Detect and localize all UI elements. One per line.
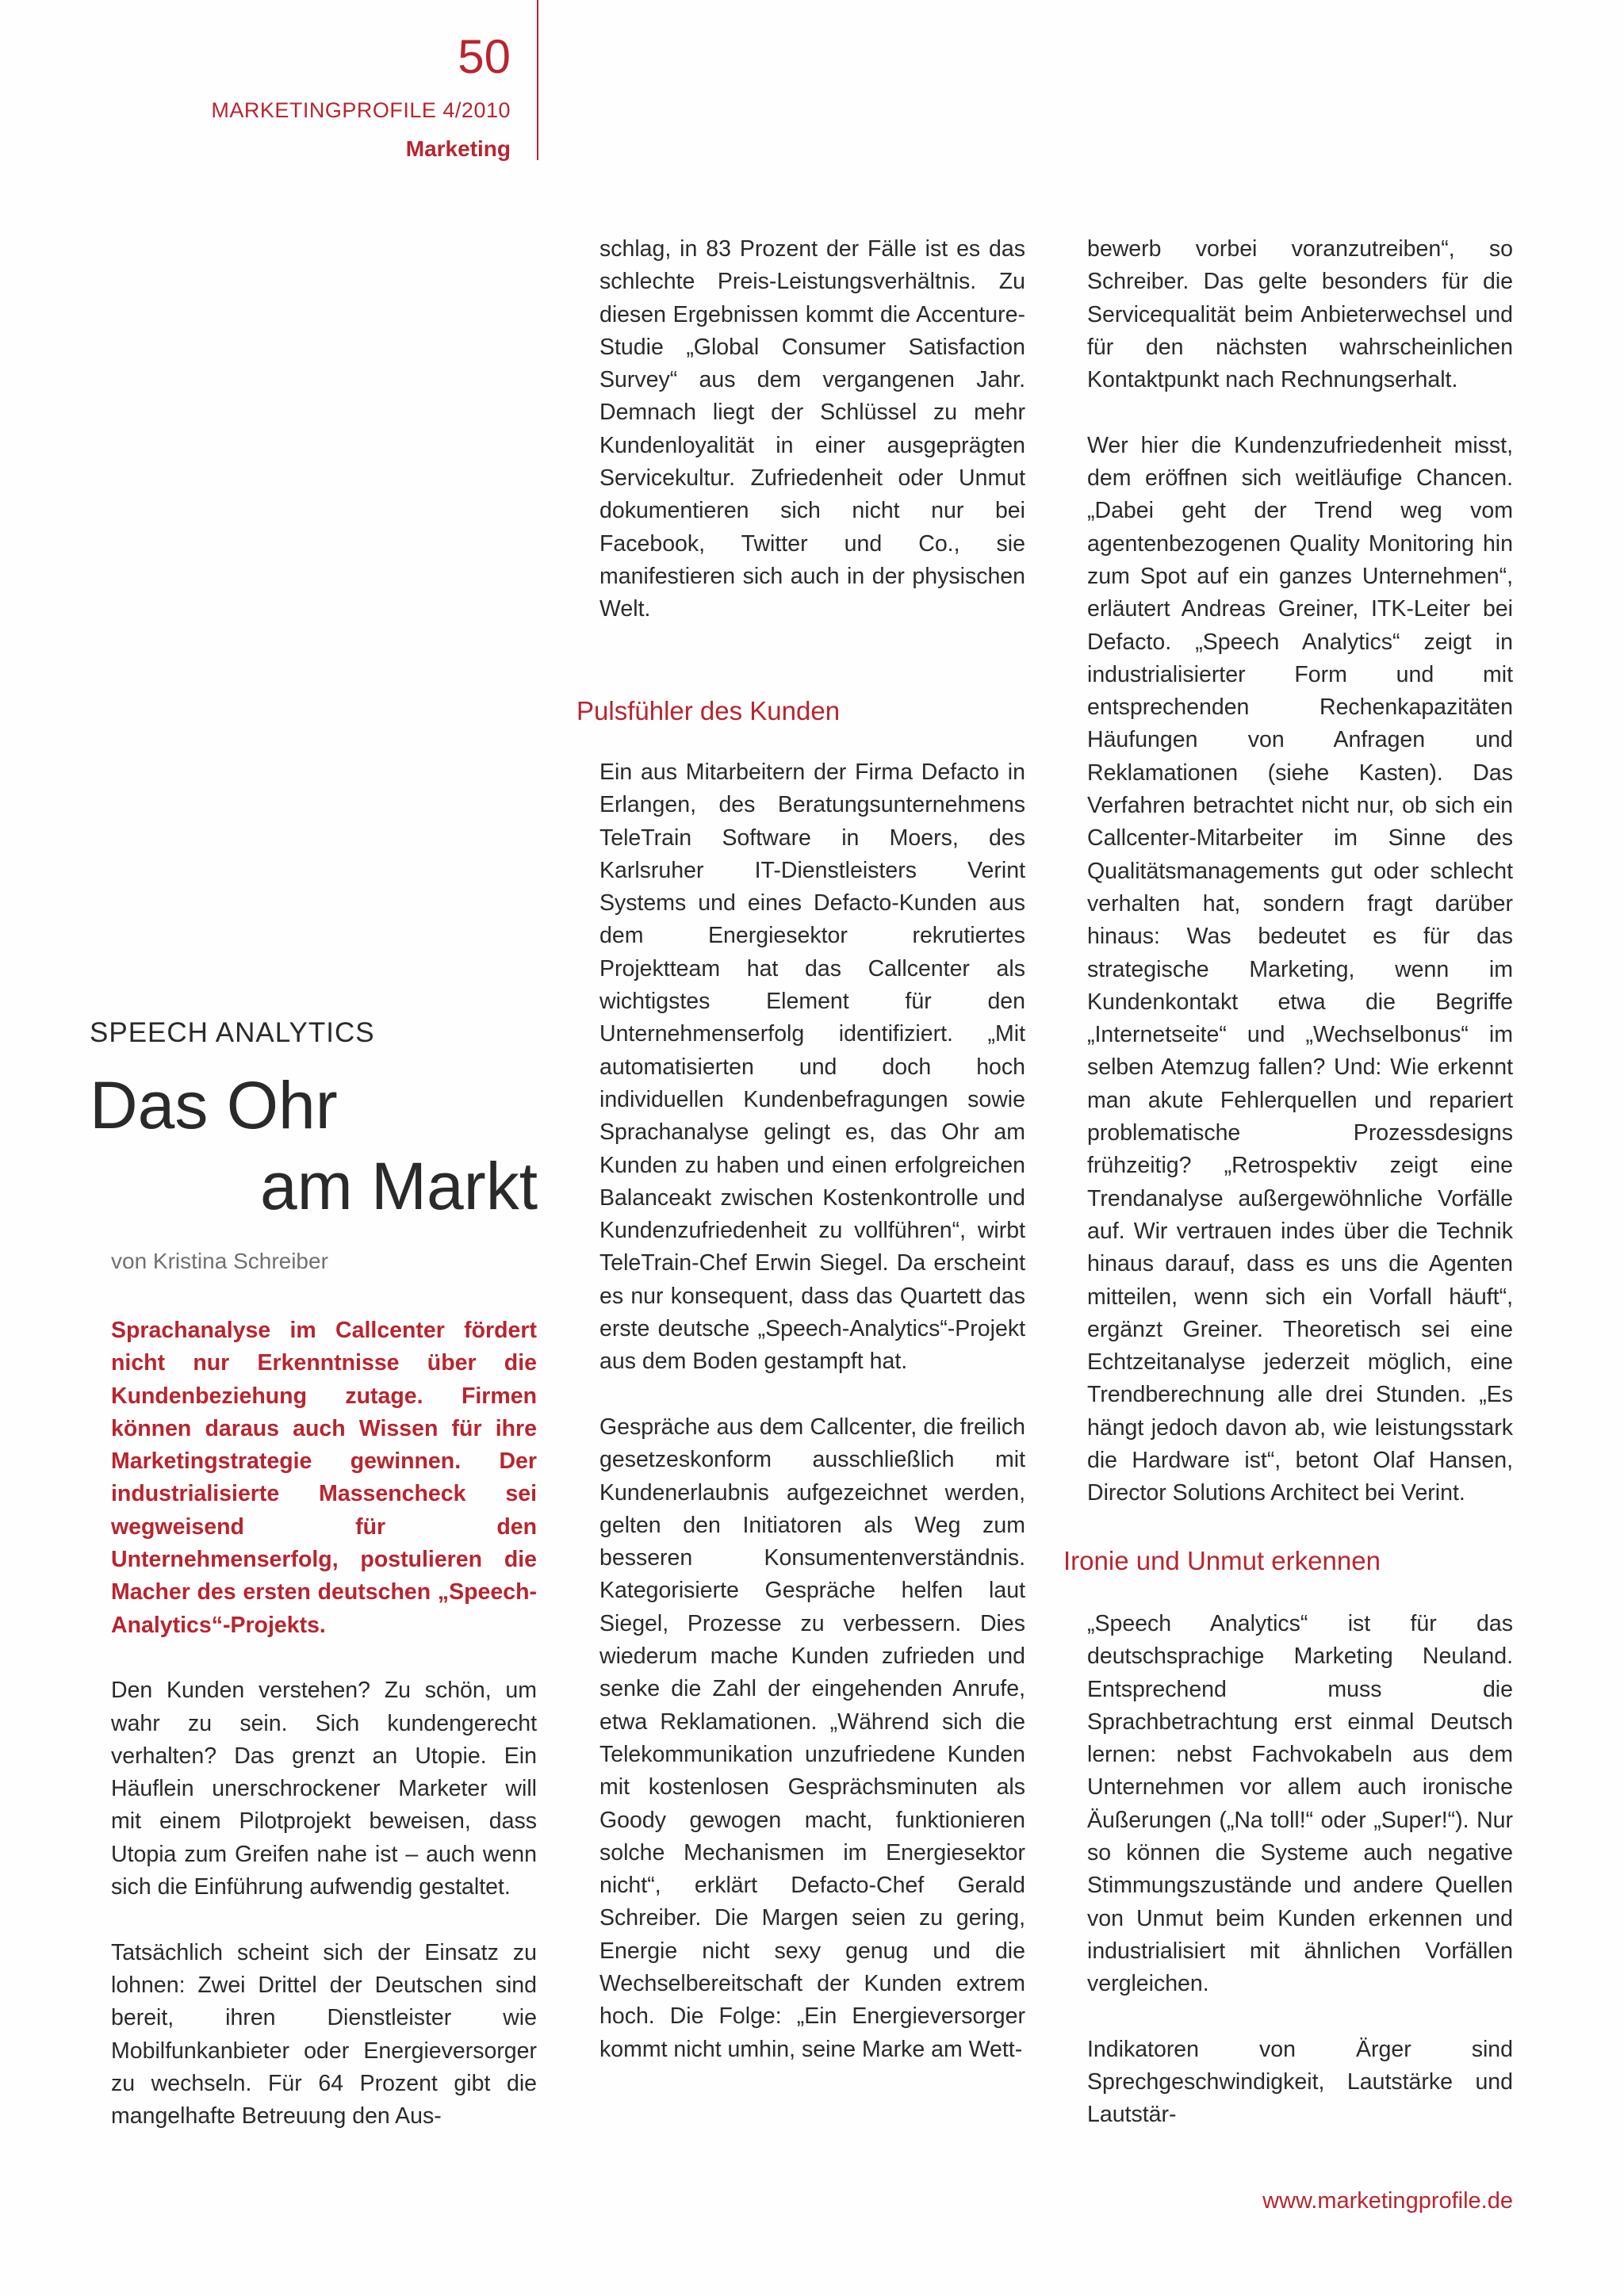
paragraph: Den Kunden verstehen? Zu schön, um wahr zu sein. Sich kundengerecht verhalten? Das grenzt an Utopie. Ein Häuflein unerschrockener Marketer will mit einem Pilotprojekt beweisen, dass Utopia zum Greifen nahe ist – auch wenn sich die Einführung aufwendig gestaltet. bbox=[111, 1678, 537, 1900]
paragraph: Gespräche aus dem Callcenter, die freilich gesetzeskonform ausschließlich mit Kundenerlaubnis aufgezeichnet werden, gelten den Initiatoren als Weg zum besseren Konsumentenverständnis. Kategorisierte Gespräche helfen laut Siegel, Prozesse zu verbessern. Dies wiederum mache Kunden zufrieden und senke die Zahl der eingehenden Anrufe, etwa Reklamationen. „Während sich die Telekommunikation unzufriedene Kunden mit kostenlosen Gesprächsminuten als Goody gewogen macht, funktionieren solche Mechanismen im Energiesektor nicht“, erklärt Defacto-Chef Gerald Schreiber. Die Margen seien zu gering, Energie nicht sexy genug und die Wechselbereitschaft der Kunden extrem hoch. Die Folge: „Ein Energieversorger kommt nicht umhin, seine Marke am Wett- bbox=[599, 1414, 1025, 2062]
article-lead: Sprachanalyse im Callcenter fördert nicht nur Erkenntnisse über die Kundenbeziehung zutage. Firmen können daraus auch Wissen für ihre Marketingstrategie gewinnen. Der industrialisierte Massencheck sei wegweisend für den Unternehmenserfolg, postulieren die Macher des ersten deutschen „Speech-Analytics“-Projekts. bbox=[111, 1318, 537, 1638]
page-number: 50 bbox=[458, 30, 511, 83]
footer-url: www.marketingprofile.de bbox=[1262, 2188, 1513, 2214]
article-byline: von Kristina Schreiber bbox=[111, 1249, 328, 1273]
paragraph: „Speech Analytics“ ist für das deutschsprachige Marketing Neuland. Entsprechend muss die Sprachbetrachtung erst einmal Deutsch lernen: nebst Fachvokabeln aus dem Unternehmen vor allem auch ironische Äußerungen („Na toll!“ oder „Super!“). Nur so können die Systeme auch negative Stimmungszustände und andere Quellen von Unmut beim Kunden erkennen und industrialisiert mit ähnlichen Vorfällen vergleichen. bbox=[1087, 1611, 1513, 1997]
paragraph: Tatsächlich scheint sich der Einsatz zu lohnen: Zwei Drittel der Deutschen sind bereit, ihren Dienstleister wie Mobilfunkanbieter oder Energieversorger zu wechseln. Für 64 Prozent gibt die mangelhafte Betreuung den Aus- bbox=[111, 1939, 537, 2130]
article-kicker: SPEECH ANALYTICS bbox=[90, 1017, 375, 1048]
paragraph: Ein aus Mitarbeitern der Firma Defacto in Erlangen, des Beratungsunternehmens TeleTrain Software in Moers, des Karlsruher IT-Dienstleisters Verint Systems und eines Defacto-Kunden aus dem Energiesektor rekrutiertes Projektteam hat das Callcenter als wichtigstes Element für den Unternehmenserfolg identifiziert. „Mit automatisierten und doch hoch individuellen Kundenbefragungen sowie Sprachanalyse gelingt es, das Ohr am Kunden zu haben und einen erfolgreichen Balanceakt zwischen Kostenkontrolle und Kundenzufriedenheit zu vollführen“, wirbt TeleTrain-Chef Erwin Siegel. Da erscheint es nur konsequent, dass das Quartett das erste deutsche „Speech-Analytics“-Projekt aus dem Boden gestampft hat. bbox=[599, 760, 1025, 1375]
article-column-3-continued bbox=[1087, 1608, 1513, 2132]
paragraph: Wer hier die Kundenzufriedenheit misst, dem eröffnen sich weitläufige Chancen. „Dabei geht der Trend weg vom agentenbezogenen Quality Monitoring hin zum Spot auf ein ganzes Unternehmen“, erläutert Andreas Greiner, ITK-Leiter bei Defacto. „Speech Analytics“ zeigt in industrialisierter Form und mit entsprechenden Rechenkapazitäten Häufungen von Anfragen und Reklamationen (siehe Kasten). Das Verfahren betrachtet nicht nur, ob sich ein Callcenter-Mitarbeiter im Sinne des Qualitätsmanagements gut oder schlecht verhalten hat, sondern fragt darüber hinaus: Was bedeutet es für das strategische Marketing, wenn im Kundenkontakt etwa die Begriffe „Internetseite“ und „Wechselbonus“ im selben Atemzug fallen? Und: Wie erkennt man akute Fehlerquellen und repariert problematische Prozessdesigns frühzeitig? „Retrospektiv zeigt eine Trendanalyse außergewöhnliche Vorfälle auf. Wir vertrauen indes über die Technik hinaus darauf, dass es uns die Agenten mitteilen, wenn sich ein Vorfall häuft“, ergänzt Greiner. Theoretisch sei eine Echtzeitanalyse jederzeit möglich, eine Trendberechnung alle drei Stunden. „Es hängt jedoch davon ab, wie leistungsstark die Hardware ist“, betont Olaf Hansen, Director Solutions Architect bei Verint. bbox=[1087, 432, 1513, 1506]
subheading-pulsfuehler: Pulsfühler des Kunden bbox=[576, 696, 841, 725]
header-divider-line bbox=[537, 0, 538, 160]
paragraph: schlag, in 83 Prozent der Fälle ist es das schlechte Preis-Leistungsverhältnis. Zu diesen Ergebnissen kommt die Accenture-Studie „Global Consumer Satisfaction Survey“ aus dem vergangenen Jahr. Demnach liegt der Schlüssel zu mehr Kundenloyalität in einer ausgeprägten Servicekultur. Zufriedenheit oder Unmut dokumentieren sich nicht nur bei Facebook, Twitter und Co., sie manifestieren sich auch in der physischen Welt. bbox=[599, 236, 1025, 622]
article-column-2 bbox=[599, 233, 1025, 626]
article-column-1 bbox=[111, 1314, 537, 2133]
article-column-3 bbox=[1087, 233, 1513, 1510]
paragraph: Indikatoren von Ärger sind Sprechgeschwindigkeit, Lautstärke und Lautstär- bbox=[1087, 2036, 1513, 2128]
subheading-ironie: Ironie und Unmut erkennen bbox=[1063, 1546, 1381, 1575]
article-column-2-continued bbox=[599, 756, 1025, 2066]
article-title-line-2: am Markt bbox=[260, 1149, 538, 1223]
magazine-issue: MARKETINGPROFILE 4/2010 bbox=[211, 98, 511, 122]
paragraph: bewerb vorbei voranzutreiben“, so Schreiber. Das gelte besonders für die Servicequalität beim Anbieterwechsel und für den nächsten wahrscheinlichen Kontaktpunkt nach Rechnungserhalt. bbox=[1087, 236, 1513, 393]
article-title-line-1: Das Ohr bbox=[90, 1068, 338, 1142]
section-label: Marketing bbox=[405, 136, 511, 161]
